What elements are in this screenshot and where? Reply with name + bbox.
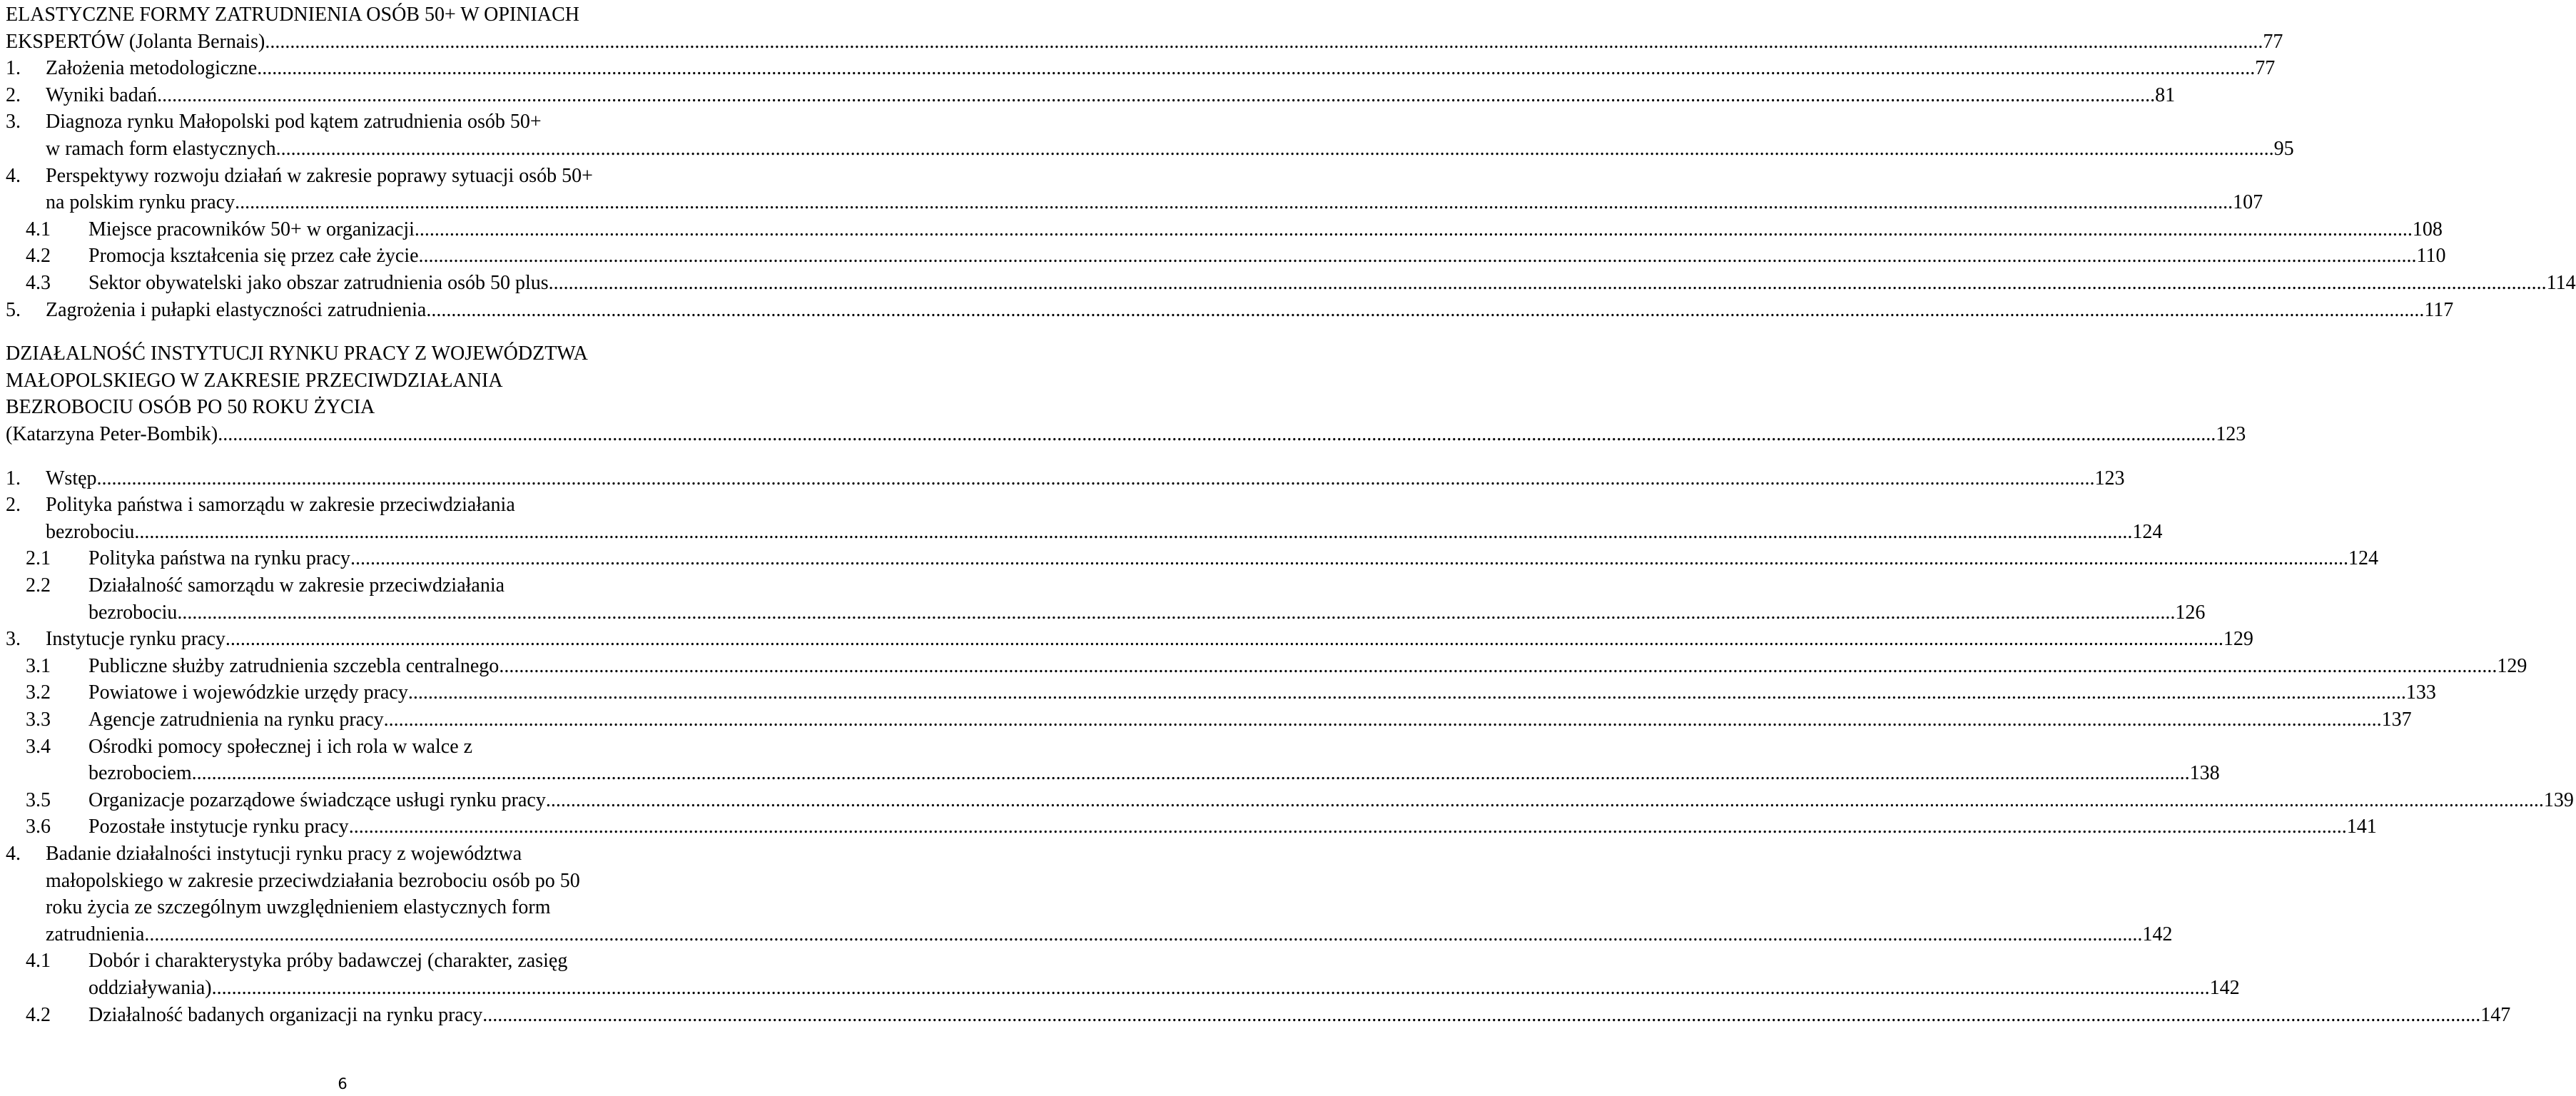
toc-entry-text-with-leader bbox=[6, 29, 2283, 55]
toc-line bbox=[0, 297, 2454, 323]
dot-leader: ................................................................................................................................................................................................................................................................................................................................................................................................................ bbox=[211, 977, 2210, 999]
toc-line bbox=[0, 626, 2253, 652]
toc-entry-title: Sektor obywatelski jako obszar zatrudnienia osób 50 plus bbox=[88, 272, 549, 294]
toc-line bbox=[0, 216, 2443, 243]
toc-entry-number: 2. bbox=[6, 83, 21, 106]
section-title-line: BEZROBOCIU OSÓB PO 50 ROKU ŻYCIA bbox=[6, 396, 375, 419]
toc-entry-number: 3. bbox=[6, 111, 21, 133]
dot-leader: ................................................................................................................................................................................................................................................................................................................................................................................................................ bbox=[499, 654, 2498, 677]
toc-entry-number: 3.6 bbox=[26, 816, 51, 838]
toc-entry-title: zatrudnienia bbox=[46, 923, 145, 945]
toc-line bbox=[0, 921, 2173, 948]
toc-entry-text-with-leader bbox=[88, 975, 2240, 1001]
toc-line bbox=[0, 599, 2206, 626]
toc-page-number: 77 bbox=[2263, 30, 2283, 53]
toc-page-number: 142 bbox=[2209, 977, 2240, 999]
section-title-line: DZIAŁALNOŚĆ INSTYTUCJI RYNKU PRACY Z WOJEWÓDZTWA bbox=[6, 342, 588, 365]
section-title-line: MAŁOPOLSKIEGO W ZAKRESIE PRZECIWDZIAŁANIA bbox=[6, 369, 503, 392]
toc-line bbox=[0, 545, 2379, 572]
toc-line bbox=[0, 108, 685, 135]
dot-leader: ................................................................................................................................................................................................................................................................................................................................................................................................................ bbox=[348, 816, 2347, 838]
toc-page-number: 147 bbox=[2480, 1003, 2511, 1026]
toc-entry-text-with-leader bbox=[88, 243, 2446, 269]
toc-entry-number: 3.2 bbox=[26, 681, 51, 704]
dot-leader: ................................................................................................................................................................................................................................................................................................................................................................................................................ bbox=[545, 788, 2544, 811]
toc-page-number: 139 bbox=[2543, 788, 2574, 811]
toc-entry-text-with-leader bbox=[88, 813, 2377, 840]
toc-entry-text-with-leader bbox=[6, 421, 2246, 447]
toc-page-number: 81 bbox=[2155, 83, 2176, 106]
toc-entry-title: Zagrożenia i pułapki elastyczności zatrudnienia bbox=[46, 298, 427, 321]
dot-leader: ................................................................................................................................................................................................................................................................................................................................................................................................................ bbox=[383, 709, 2382, 731]
toc-entry-text-with-leader bbox=[88, 787, 2574, 813]
toc-entry-title: EKSPERTÓW (Jolanta Bernais) bbox=[6, 30, 265, 53]
toc-line bbox=[0, 421, 2246, 447]
toc-entry-title: Miejsce pracowników 50+ w organizacji bbox=[88, 218, 415, 240]
toc-page-number: 133 bbox=[2405, 681, 2436, 704]
toc-entry-title: bezrobociu bbox=[88, 601, 178, 624]
dot-leader: ................................................................................................................................................................................................................................................................................................................................................................................................................ bbox=[235, 191, 2233, 214]
toc-entry-title: Pozostałe instytucje rynku pracy bbox=[88, 816, 349, 838]
toc-page-number: 142 bbox=[2142, 923, 2173, 945]
toc-entry-text-with-leader bbox=[88, 653, 2527, 679]
toc-line bbox=[0, 975, 2240, 1001]
toc-entry-title: Publiczne służby zatrudnienia szczebla centralnego bbox=[88, 654, 500, 677]
dot-leader: ................................................................................................................................................................................................................................................................................................................................................................................................................ bbox=[191, 762, 2190, 785]
toc-entry-title: Wyniki badań bbox=[46, 83, 158, 106]
toc-line bbox=[0, 29, 2283, 55]
toc-entry-number: 4.2 bbox=[26, 1003, 51, 1026]
toc-entry-title: oddziaływania) bbox=[88, 977, 212, 999]
toc-entry-title: Perspektywy rozwoju działań w zakresie poprawy sytuacji osób 50+ bbox=[46, 164, 593, 187]
toc-entry-title: Agencje zatrudnienia na rynku pracy bbox=[88, 709, 384, 731]
toc-entry-text-with-leader bbox=[46, 82, 2176, 108]
toc-line bbox=[0, 340, 685, 367]
dot-leader: ................................................................................................................................................................................................................................................................................................................................................................................................................ bbox=[414, 218, 2413, 240]
dot-leader: ................................................................................................................................................................................................................................................................................................................................................................................................................ bbox=[96, 467, 2095, 489]
toc-entry-number: 5. bbox=[6, 298, 21, 321]
toc-entry-text-with-leader bbox=[46, 921, 2173, 948]
toc-page-number: 141 bbox=[2346, 816, 2377, 838]
toc-entry-number: 1. bbox=[6, 467, 21, 489]
dot-leader: ................................................................................................................................................................................................................................................................................................................................................................................................................ bbox=[177, 601, 2176, 624]
dot-leader: ................................................................................................................................................................................................................................................................................................................................................................................................................ bbox=[257, 57, 2256, 80]
toc-entry-number: 3. bbox=[6, 628, 21, 651]
toc-entry-text-with-leader bbox=[46, 465, 2125, 492]
toc-entry-title: Dobór i charakterystyka próby badawczej (charakter, zasięg bbox=[88, 950, 568, 973]
toc-entry-title: bezrobociem bbox=[88, 762, 192, 785]
toc-line bbox=[0, 1002, 2511, 1028]
toc-line bbox=[0, 706, 2412, 733]
toc-entry-number: 4.2 bbox=[26, 245, 51, 268]
toc-entry-text-with-leader bbox=[46, 297, 2454, 323]
toc-page-number: 123 bbox=[2216, 423, 2246, 445]
toc-entry-number: 3.5 bbox=[26, 788, 51, 811]
toc-entry-text-with-leader bbox=[46, 136, 2294, 162]
toc-entry-number: 4. bbox=[6, 843, 21, 865]
toc-entry-title: Ośrodki pomocy społecznej i ich rola w walce z bbox=[88, 735, 473, 758]
toc-entry-title: Działalność badanych organizacji na rynku pracy bbox=[88, 1003, 483, 1026]
toc-entry-title: Powiatowe i wojewódzkie urzędy pracy bbox=[88, 681, 408, 704]
toc-entry-number: 3.3 bbox=[26, 709, 51, 731]
toc-entry-text-with-leader bbox=[88, 599, 2206, 626]
section-title-line: ELASTYCZNE FORMY ZATRUDNIENIA OSÓB 50+ W OPINIACH bbox=[6, 4, 579, 26]
page-number: 6 bbox=[338, 1075, 348, 1092]
toc-line bbox=[0, 367, 685, 394]
toc-entry-text-with-leader bbox=[88, 545, 2379, 572]
toc-line bbox=[0, 841, 685, 867]
toc-line bbox=[0, 82, 2176, 108]
toc-page-number: 126 bbox=[2175, 601, 2206, 624]
toc-line bbox=[0, 679, 2436, 706]
toc-entry-title: Polityka państwa i samorządu w zakresie przeciwdziałania bbox=[46, 494, 515, 517]
toc-entry-text-with-leader bbox=[88, 679, 2436, 706]
toc-line bbox=[0, 868, 685, 894]
toc-entry-title: Założenia metodologiczne bbox=[46, 57, 258, 80]
toc-entry-number: 3.1 bbox=[26, 654, 51, 677]
toc-entry-text-with-leader bbox=[46, 519, 2163, 545]
toc-entry-text-with-leader bbox=[46, 626, 2253, 652]
toc-entry-number: 3.4 bbox=[26, 735, 51, 758]
toc-entry-number: 2.2 bbox=[26, 574, 51, 597]
toc-page-number: 138 bbox=[2189, 762, 2220, 785]
toc-page-number: 124 bbox=[2132, 520, 2163, 543]
toc-entry-title: Wstęp bbox=[46, 467, 97, 489]
dot-leader: ................................................................................................................................................................................................................................................................................................................................................................................................................ bbox=[418, 245, 2417, 268]
toc-line bbox=[0, 894, 685, 920]
toc-entry-text-with-leader bbox=[46, 55, 2276, 81]
dot-leader: ................................................................................................................................................................................................................................................................................................................................................................................................................ bbox=[265, 30, 2263, 53]
toc-page-number: 114 bbox=[2546, 272, 2576, 294]
toc-entry-number: 4.1 bbox=[26, 218, 51, 240]
toc-line bbox=[0, 492, 685, 518]
dot-leader: ................................................................................................................................................................................................................................................................................................................................................................................................................ bbox=[134, 520, 2133, 543]
toc-entry-text-with-leader bbox=[88, 270, 2576, 296]
toc-entry-title: roku życia ze szczególnym uwzględnieniem elastycznych form bbox=[46, 896, 551, 919]
toc-entry-title: Działalność samorządu w zakresie przeciwdziałania bbox=[88, 574, 505, 597]
toc-entry-text-with-leader bbox=[88, 706, 2412, 733]
toc-page-number: 123 bbox=[2094, 467, 2125, 489]
toc-entry-text-with-leader bbox=[88, 760, 2220, 786]
toc-page-number: 137 bbox=[2381, 709, 2412, 731]
toc-line bbox=[0, 394, 685, 420]
dot-leader: ................................................................................................................................................................................................................................................................................................................................................................................................................ bbox=[350, 547, 2349, 570]
toc-entry-title: małopolskiego w zakresie przeciwdziałania bezrobociu osób po 50 bbox=[46, 869, 580, 892]
dot-leader: ................................................................................................................................................................................................................................................................................................................................................................................................................ bbox=[548, 272, 2547, 294]
toc-entry-number: 4.1 bbox=[26, 950, 51, 973]
dot-leader: ................................................................................................................................................................................................................................................................................................................................................................................................................ bbox=[426, 298, 2425, 321]
toc-entry-number: 4. bbox=[6, 164, 21, 187]
dot-leader: ................................................................................................................................................................................................................................................................................................................................................................................................................ bbox=[275, 138, 2274, 160]
toc-entry-text-with-leader bbox=[88, 1002, 2511, 1028]
toc-entry-title: Polityka państwa na rynku pracy bbox=[88, 547, 351, 570]
toc-page-number: 95 bbox=[2273, 138, 2294, 160]
toc-entry-title: Organizacje pozarządowe świadczące usługi rynku pracy bbox=[88, 788, 546, 811]
dot-leader: ................................................................................................................................................................................................................................................................................................................................................................................................................ bbox=[407, 681, 2406, 704]
toc-line bbox=[0, 948, 685, 974]
toc-line bbox=[0, 813, 2377, 840]
toc-page-number: 129 bbox=[2223, 628, 2253, 651]
toc-line bbox=[0, 787, 2574, 813]
toc-page-number: 108 bbox=[2412, 218, 2443, 240]
toc-line bbox=[0, 270, 2576, 296]
toc-line bbox=[0, 519, 2163, 545]
toc-line bbox=[0, 572, 685, 599]
dot-leader: ................................................................................................................................................................................................................................................................................................................................................................................................................ bbox=[225, 628, 2223, 651]
toc-entry-title: Badanie działalności instytucji rynku pracy z województwa bbox=[46, 843, 522, 865]
toc-page-number: 107 bbox=[2233, 191, 2263, 214]
toc-page-number: 124 bbox=[2348, 547, 2379, 570]
dot-leader: ................................................................................................................................................................................................................................................................................................................................................................................................................ bbox=[482, 1003, 2481, 1026]
toc-entry-title: Diagnoza rynku Małopolski pod kątem zatrudnienia osób 50+ bbox=[46, 111, 542, 133]
toc-entry-number: 2.1 bbox=[26, 547, 51, 570]
toc-page-number: 117 bbox=[2424, 298, 2454, 321]
toc-entry-number: 2. bbox=[6, 494, 21, 517]
dot-leader: ................................................................................................................................................................................................................................................................................................................................................................................................................ bbox=[157, 83, 2156, 106]
toc-entry-title: Promocja kształcenia się przez całe życie bbox=[88, 245, 419, 268]
toc-entry-title: bezrobociu bbox=[46, 520, 135, 543]
toc-entry-number: 4.3 bbox=[26, 272, 51, 294]
toc-page-number: 129 bbox=[2497, 654, 2527, 677]
toc-entry-title: (Katarzyna Peter-Bombik) bbox=[6, 423, 218, 445]
toc-entry-number: 1. bbox=[6, 57, 21, 80]
toc-entry-title: w ramach form elastycznych bbox=[46, 138, 276, 160]
toc-page-number: 77 bbox=[2255, 57, 2276, 80]
toc-line bbox=[0, 136, 2294, 162]
dot-leader: ................................................................................................................................................................................................................................................................................................................................................................................................................ bbox=[144, 923, 2143, 945]
toc-line bbox=[0, 163, 685, 189]
toc-entry-text-with-leader bbox=[46, 189, 2263, 215]
toc-entry-title: Instytucje rynku pracy bbox=[46, 628, 225, 651]
toc-line bbox=[0, 465, 2125, 492]
toc-line bbox=[0, 1, 685, 28]
toc-entry-title: na polskim rynku pracy bbox=[46, 191, 235, 214]
toc-line bbox=[0, 243, 2446, 269]
toc-line bbox=[0, 653, 2527, 679]
toc-line bbox=[0, 189, 2263, 215]
dot-leader: ................................................................................................................................................................................................................................................................................................................................................................................................................ bbox=[218, 423, 2216, 445]
toc-page-number: 110 bbox=[2416, 245, 2446, 268]
toc-line bbox=[0, 734, 685, 760]
toc-line bbox=[0, 55, 2276, 81]
toc-entry-text-with-leader bbox=[88, 216, 2443, 243]
toc-line bbox=[0, 760, 2220, 786]
